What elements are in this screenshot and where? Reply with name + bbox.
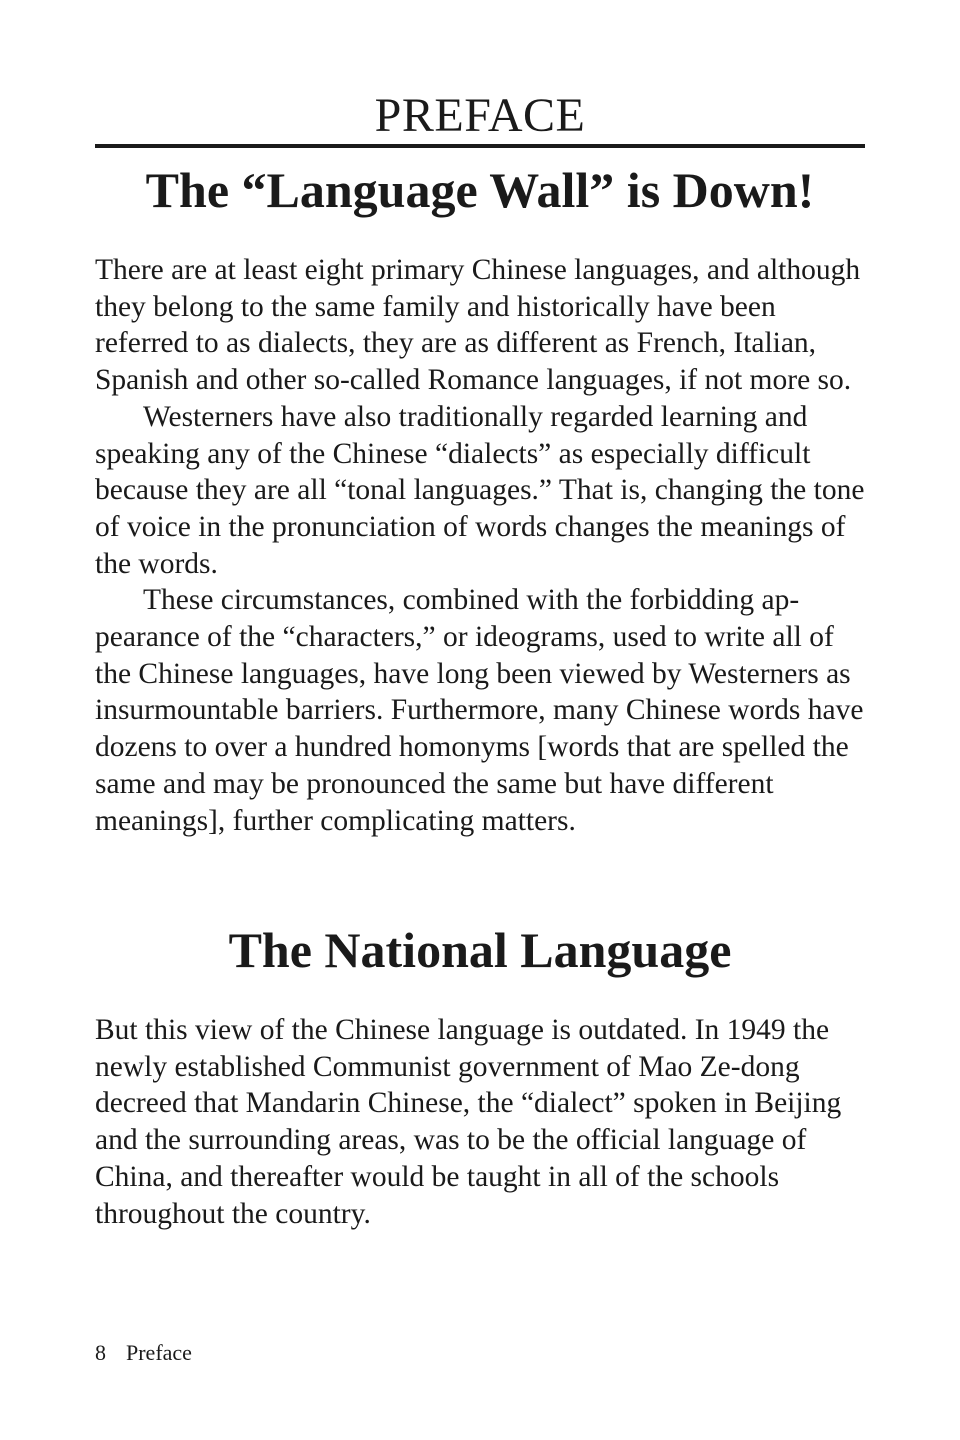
section-national-language-body: [95, 1012, 870, 1232]
paragraph: But this view of the Chinese language is outdated. In 1949 the newly established Communist government of Mao Ze-dong decreed that Mandarin Chinese, the “dialect” spoken in Beijing and the surrounding areas, was to be the official language of China, and thereafter would be taught in all of the schools throughout the country.: [95, 1014, 842, 1230]
header-rule: [95, 144, 865, 148]
paragraph: Westerners have also traditionally regarded learning and speaking any of the Chinese “dialects” as especially difficult because they are all “tonal languages.” That is, changing the tone of voice in the pronunciation of words changes the meanings of the words.: [95, 400, 865, 580]
page-footer: [95, 1338, 192, 1368]
paragraph: There are at least eight primary Chinese languages, and although they belong to the same family and historically have been referred to as dialects, they are as different as French, Italian, Spanish and other so-called Romance languages, if not more so.: [95, 254, 861, 397]
heading-national-language: The National Language: [228, 922, 732, 978]
paragraph: These circumstances, combined with the forbidding appearance of the “characters,” or ideograms, used to write all of the Chinese languages, have long been viewed by Westerners as insurmountable barriers. Furthermore, many Chinese words have dozens to over a hundred homonyms [words that are spelled the same and may be pronounced the same but have different meanings], further complicating matters.: [95, 584, 864, 837]
running-title: Preface: [126, 1340, 192, 1365]
section-label: PREFACE: [374, 89, 586, 142]
heading-language-wall: The “Language Wall” is Down!: [145, 162, 815, 218]
section-language-wall-body: [95, 252, 870, 839]
page-number: 8: [95, 1340, 106, 1365]
